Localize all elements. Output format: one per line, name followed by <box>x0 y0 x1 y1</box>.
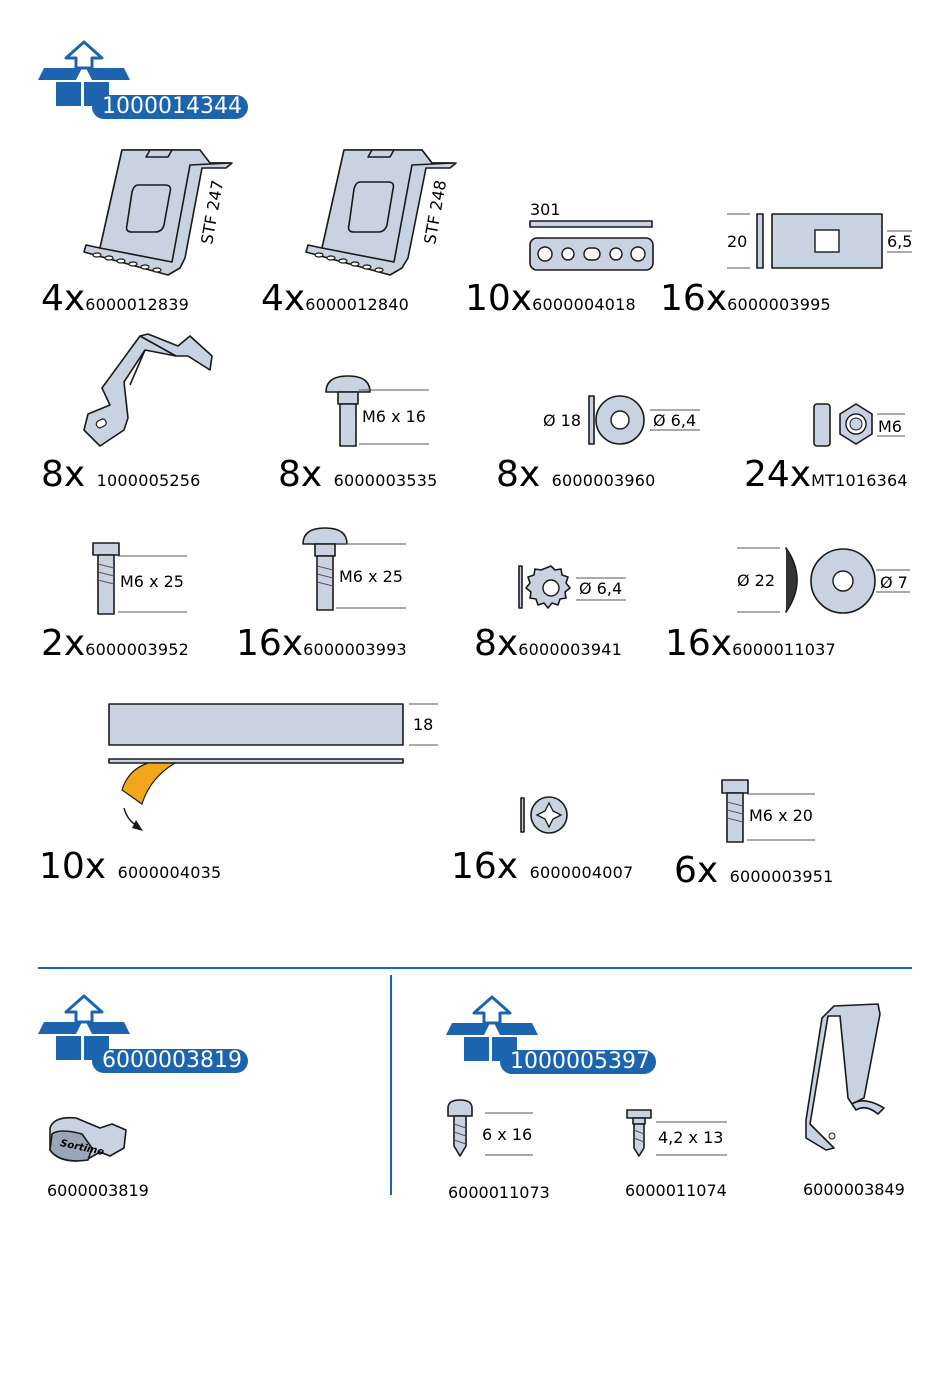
sortimo-logo-text: Sortimo <box>59 1138 106 1159</box>
quantity: 16x <box>665 623 733 664</box>
part-quantity-label <box>465 278 636 323</box>
quantity: 16x <box>660 278 728 319</box>
perforated-plate-part <box>530 221 653 270</box>
part-quantity-label <box>39 846 222 891</box>
dimension-label: M6 <box>878 417 902 436</box>
part-quantity-label <box>41 278 190 323</box>
part-quantity-label <box>41 454 201 499</box>
kit-number-badge: 6000003819 <box>92 1049 248 1073</box>
part-quantity-label <box>496 454 656 499</box>
quantity: 10x <box>39 846 107 887</box>
dimension-label: M6 x 20 <box>749 806 813 825</box>
dimension-label: Ø 22 <box>737 571 776 590</box>
quantity: 4x <box>41 278 86 319</box>
part-code: 6000004007 <box>529 863 634 882</box>
part-quantity-label <box>261 278 410 323</box>
part-code: 6000003951 <box>729 867 834 886</box>
dimension-label: M6 x 16 <box>362 407 426 426</box>
part-quantity-label <box>41 623 190 668</box>
part-code: 6000003849 <box>803 1180 905 1199</box>
dimension-label: Ø 18 <box>543 411 582 430</box>
part-code: 6000003960 <box>551 471 656 490</box>
dimension-label: 4,2 x 13 <box>658 1128 724 1147</box>
part-code: 6000003995 <box>727 295 831 314</box>
part-quantity-label <box>278 454 438 499</box>
dimension-label: 18 <box>413 715 434 734</box>
part-code: 6000003535 <box>333 471 438 490</box>
dimension-label: 6,5 <box>887 232 913 251</box>
part-code: 6000003819 <box>47 1181 149 1200</box>
part-quantity-label <box>451 846 634 891</box>
kit-number-badge: 1000005397 <box>500 1050 656 1074</box>
quantity: 8x <box>278 454 323 495</box>
part-code: 6000012839 <box>85 295 190 314</box>
part-code: 6000011037 <box>732 640 836 659</box>
quantity: 8x <box>496 454 541 495</box>
dimension-label: Ø 6,4 <box>579 579 623 598</box>
part-quantity-label <box>474 623 623 668</box>
dimension-label: 20 <box>727 232 748 251</box>
part-code: MT1016364 <box>811 471 908 490</box>
bracket-label: STF 248 <box>420 178 451 246</box>
quantity: 8x <box>41 454 86 495</box>
part-code: 6000004035 <box>117 863 222 882</box>
u-bracket-part <box>806 1004 884 1150</box>
part-quantity-label <box>665 623 836 668</box>
dimension-label: M6 x 25 <box>339 567 403 586</box>
quantity: 8x <box>474 623 519 664</box>
quantity: 16x <box>451 846 519 887</box>
dimension-label: Ø 6,4 <box>653 411 697 430</box>
part-code: 6000003993 <box>303 640 407 659</box>
part-code: 6000012840 <box>305 295 410 314</box>
quantity: 6x <box>674 850 719 891</box>
dimension-label: 6 x 16 <box>482 1125 533 1144</box>
part-code: 6000011073 <box>448 1183 550 1202</box>
quantity: 16x <box>236 623 304 664</box>
quantity: 10x <box>465 278 533 319</box>
part-code: 6000003952 <box>85 640 190 659</box>
star-lock-washer-part <box>521 797 567 833</box>
part-code: 1000005256 <box>96 471 201 490</box>
part-code: 6000003941 <box>518 640 623 659</box>
kit-number-badge: 1000014344 <box>92 95 248 119</box>
dimension-label: Ø 7 <box>880 573 908 592</box>
part-quantity-label <box>236 623 407 668</box>
square-plate-part <box>727 214 912 268</box>
part-code: 6000011074 <box>625 1181 727 1200</box>
quantity: 2x <box>41 623 86 664</box>
bracket-label: STF 247 <box>197 178 228 246</box>
strap-bracket-part <box>84 334 212 446</box>
part-quantity-label <box>744 454 908 499</box>
quantity: 4x <box>261 278 306 319</box>
part-quantity-label <box>674 850 834 895</box>
dimension-label: 301 <box>530 200 561 219</box>
part-quantity-label <box>660 278 831 323</box>
quantity: 24x <box>744 454 812 495</box>
part-code: 6000004018 <box>532 295 636 314</box>
dimension-label: M6 x 25 <box>120 572 184 591</box>
adhesive-strip-part <box>109 704 438 831</box>
